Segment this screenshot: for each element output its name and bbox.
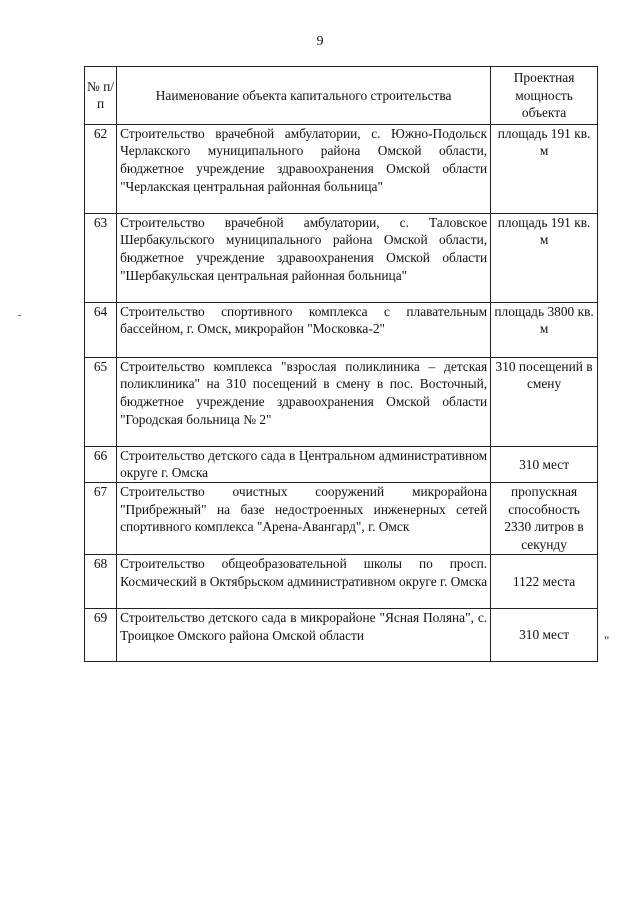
table-row (85, 446, 598, 482)
row-name: Строительство врачебной амбулатории, с. Южно-Подольск Черлакского муниципального района Омской области, бюджетное учреждение здравоохранения Омской области "Черлакская центральная районная больница" (117, 124, 491, 213)
table-header-row (85, 67, 598, 125)
closing-quote: " (604, 633, 610, 648)
row-capacity: площадь 191 кв. м (491, 124, 598, 213)
row-num: 68 (85, 554, 117, 608)
row-num: 64 (85, 302, 117, 357)
table-row (85, 213, 598, 302)
capital-construction-table (84, 66, 598, 662)
header-capacity: Проектная мощность объекта (491, 67, 598, 125)
page-number: 9 (316, 34, 324, 49)
row-capacity: пропускная способность 2330 литров в секунду (491, 482, 598, 554)
row-capacity: 310 посещений в смену (491, 357, 598, 446)
row-name: Строительство детского сада в микрорайоне "Ясная Поляна", с. Троицкое Омского района Омской области (117, 608, 491, 661)
table-row (85, 554, 598, 608)
row-num: 66 (85, 446, 117, 482)
row-capacity: площадь 3800 кв. м (491, 302, 598, 357)
row-num: 63 (85, 213, 117, 302)
row-capacity: площадь 191 кв. м (491, 213, 598, 302)
row-num: 65 (85, 357, 117, 446)
margin-mark (18, 315, 21, 316)
header-name: Наименование объекта капитального строительства (117, 67, 491, 125)
table-row (85, 124, 598, 213)
row-capacity: 310 мест (491, 446, 598, 482)
row-num: 69 (85, 608, 117, 661)
row-name: Строительство спортивного комплекса с плавательным бассейном, г. Омск, микрорайон "Московка-2" (117, 302, 491, 357)
row-capacity: 1122 места (491, 554, 598, 608)
header-num: № п/п (85, 67, 117, 125)
table-row (85, 608, 598, 661)
row-name: Строительство общеобразовательной школы по просп. Космический в Октябрьском административном округе г. Омска (117, 554, 491, 608)
row-name: Строительство комплекса "взрослая поликлиника – детская поликлиника" на 310 посещений в смену в пос. Восточный, бюджетное учреждение здравоохранения Омской области "Городская больница № 2" (117, 357, 491, 446)
row-capacity: 310 мест (491, 608, 598, 661)
row-num: 62 (85, 124, 117, 213)
row-name: Строительство врачебной амбулатории, с. Таловское Шербакульского муниципального района Омской области, бюджетное учреждение здравоохранения Омской области "Шербакульская центральная районная больница" (117, 213, 491, 302)
row-name: Строительство детского сада в Центральном административном округе г. Омска (117, 446, 491, 482)
row-num: 67 (85, 482, 117, 554)
row-name: Строительство очистных сооружений микрорайона "Прибрежный" на базе недостроенных инженерных сетей спортивного комплекса "Арена-Авангард", г. Омск (117, 482, 491, 554)
table-row (85, 482, 598, 554)
table-row (85, 357, 598, 446)
table-row (85, 302, 598, 357)
